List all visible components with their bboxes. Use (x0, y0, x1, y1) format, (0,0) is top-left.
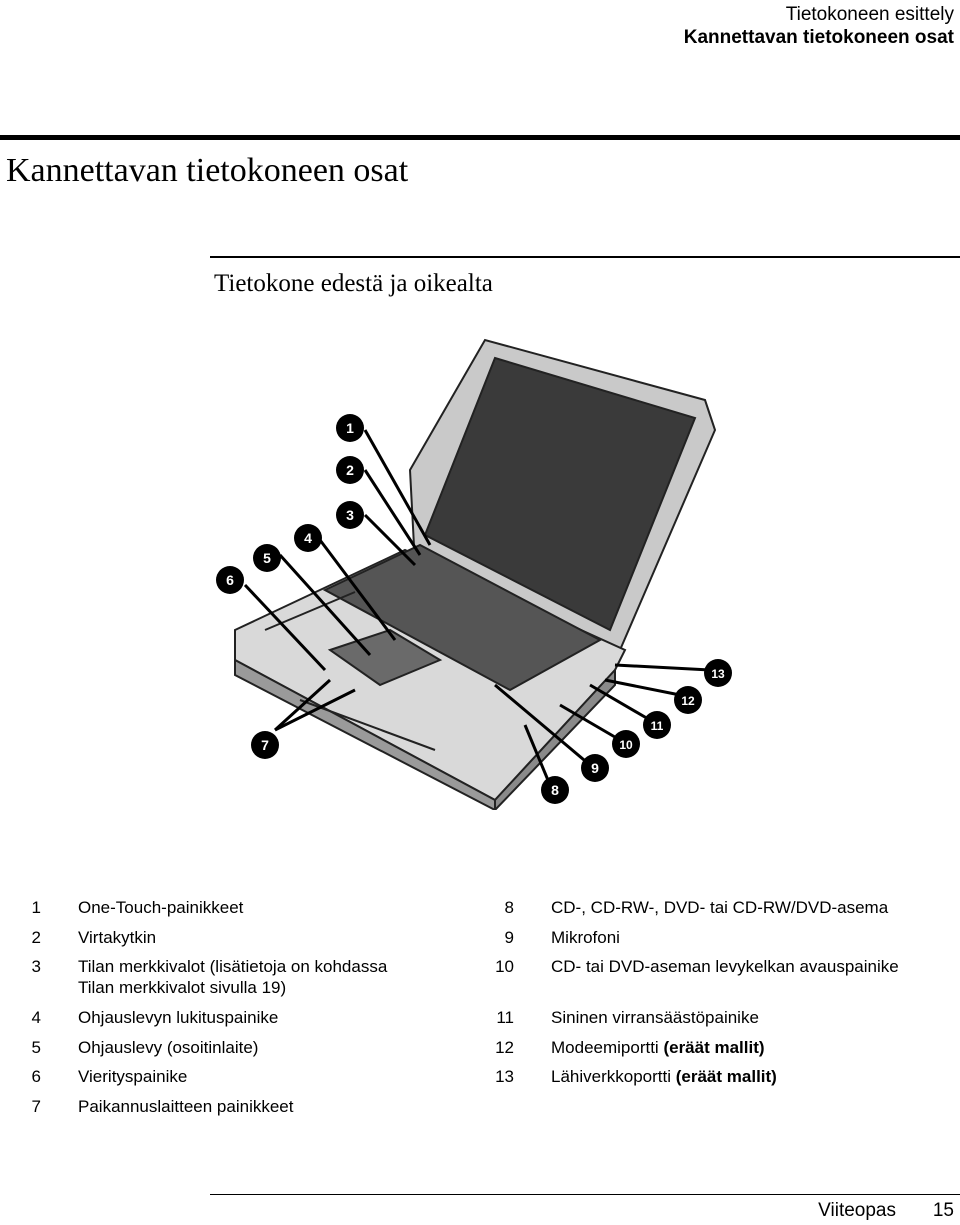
part-description: Ohjauslevyn lukituspainike (78, 1008, 279, 1028)
part-number: 2 (31, 927, 41, 947)
callout-6: 6 (226, 572, 234, 588)
callout-9: 9 (591, 760, 599, 776)
page-number: 15 (932, 1200, 954, 1221)
part-description: Virtakytkin (78, 927, 157, 947)
callout-11: 11 (650, 719, 664, 733)
list-item (480, 1033, 960, 1063)
part-text: Modeemiportti (551, 1037, 659, 1057)
part-number: 12 (495, 1037, 514, 1057)
list-item (480, 923, 960, 953)
part-description (551, 1062, 951, 1087)
laptop-drawing (205, 330, 765, 810)
part-number: 9 (504, 927, 514, 947)
part-number: 5 (31, 1037, 41, 1057)
callout-2: 2 (346, 462, 354, 478)
part-description: Mikrofoni (551, 927, 620, 947)
list-item (25, 1003, 465, 1033)
part-description: Vierityspainike (78, 1067, 188, 1087)
callout-7: 7 (261, 737, 269, 753)
list-item (25, 923, 465, 953)
running-header-section: Kannettavan tietokoneen osat (683, 27, 954, 48)
subsection-title: Tietokone edestä ja oikealta (214, 270, 493, 297)
parts-list-right (480, 893, 960, 1092)
list-item (25, 1033, 465, 1063)
list-item (25, 1062, 465, 1092)
part-description: CD- tai DVD-aseman levykelkan avauspainike (551, 957, 899, 977)
running-header-chapter: Tietokoneen esittely (785, 4, 954, 25)
list-item (25, 1092, 465, 1122)
part-description: CD-, CD-RW-, DVD- tai CD-RW/DVD-asema (551, 898, 889, 917)
parts-list-left (25, 893, 465, 1122)
part-text: Lähiverkkoportti (551, 1067, 672, 1087)
footer-rule (210, 1194, 960, 1195)
part-description: Ohjauslevy (osoitinlaite) (78, 1037, 259, 1057)
callout-4: 4 (304, 530, 312, 546)
part-number: 11 (496, 1008, 514, 1028)
part-number: 1 (31, 898, 41, 917)
part-number: 8 (504, 898, 514, 917)
laptop-illustration (205, 330, 765, 810)
callout-1: 1 (346, 420, 354, 436)
callout-12: 12 (681, 694, 695, 708)
callout-8: 8 (551, 782, 559, 798)
part-note: (eräät mallit) (675, 1067, 777, 1087)
part-description: Tilan merkkivalot (lisätietoja on kohdassa Tilan merkkivalot sivulla 19) (78, 957, 388, 998)
list-item (25, 893, 465, 923)
part-description: One-Touch-painikkeet (78, 898, 244, 917)
part-number: 10 (495, 957, 514, 977)
part-number: 3 (31, 957, 41, 977)
part-number: 13 (495, 1067, 514, 1087)
page-title: Kannettavan tietokoneen osat (6, 152, 409, 189)
footer-label: Viiteopas (818, 1200, 896, 1221)
part-number: 6 (31, 1067, 41, 1087)
subsection-rule (210, 256, 960, 258)
part-description (551, 1033, 951, 1058)
callout-3: 3 (346, 507, 354, 523)
callout-5: 5 (263, 550, 271, 566)
part-description: Sininen virransäästöpainike (551, 1008, 759, 1028)
list-item (480, 1003, 960, 1033)
list-item (25, 952, 465, 1003)
part-note: (eräät mallit) (663, 1037, 765, 1057)
part-number: 7 (31, 1096, 41, 1116)
callout-13: 13 (711, 667, 725, 681)
part-number: 4 (31, 1008, 41, 1028)
title-rule (0, 135, 960, 140)
part-description: Paikannuslaitteen painikkeet (78, 1096, 294, 1116)
callout-10: 10 (619, 738, 633, 752)
list-item (480, 1062, 960, 1092)
list-item (480, 952, 960, 1003)
list-item (480, 893, 960, 923)
